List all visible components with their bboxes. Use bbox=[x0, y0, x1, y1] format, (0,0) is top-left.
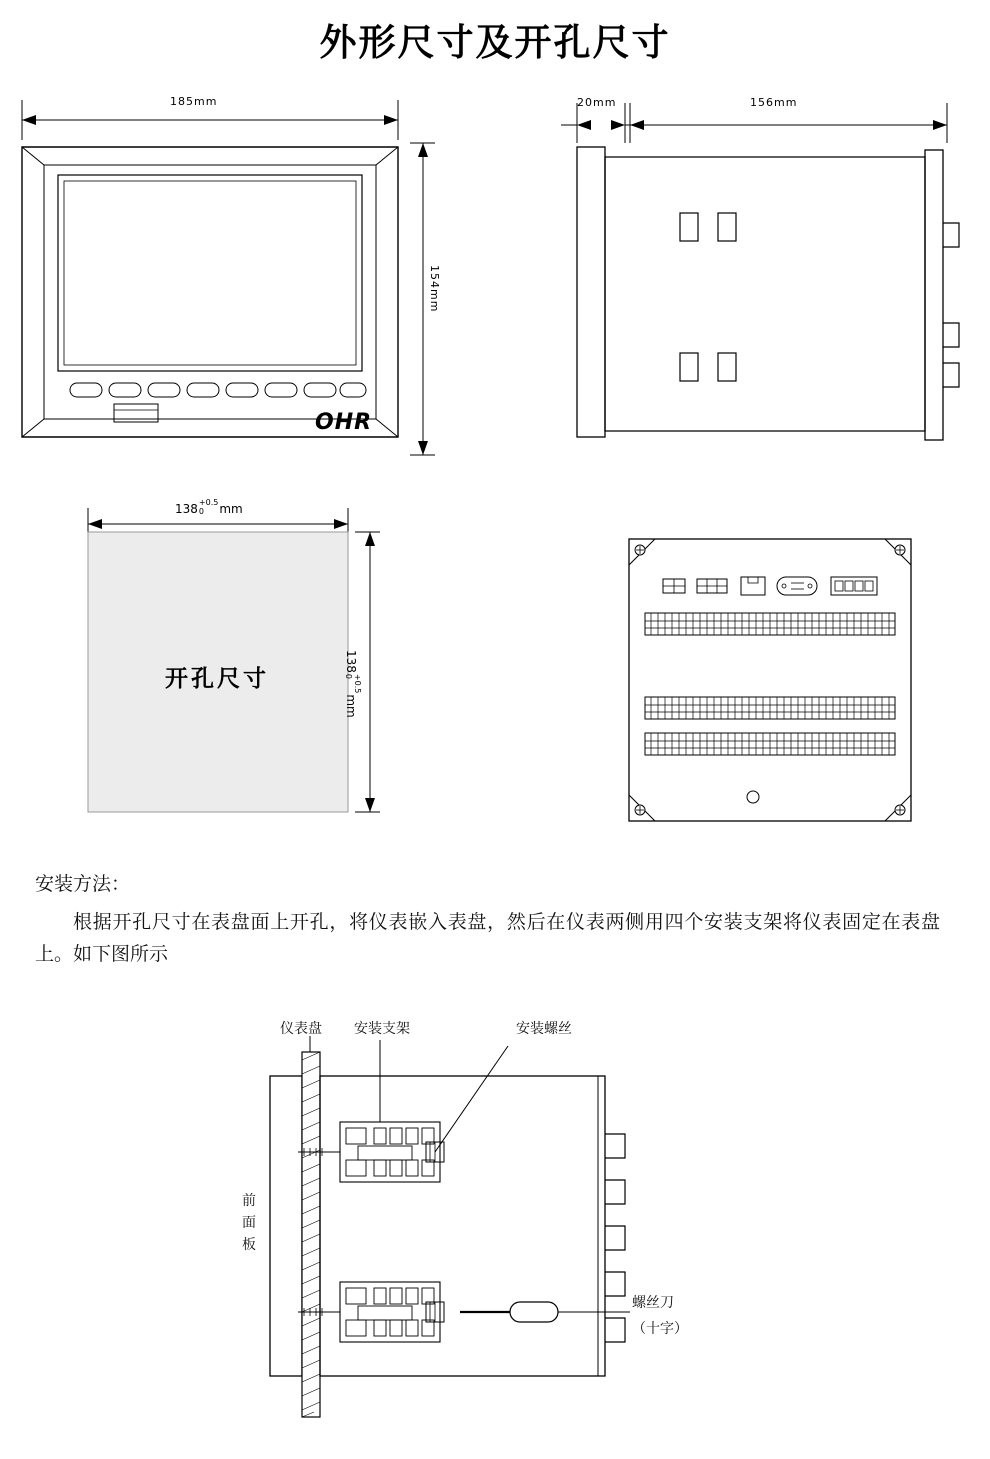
side-view-depth-dimension: 156mm bbox=[750, 96, 798, 109]
front-view-width-dimension: 185mm bbox=[170, 95, 218, 108]
page-title: 外形尺寸及开孔尺寸 bbox=[319, 21, 671, 64]
screwdriver-label-line2: （十字） bbox=[632, 1321, 688, 1337]
cutout-width-dimension bbox=[175, 498, 243, 516]
cutout-height-tol-lower: 0 bbox=[344, 673, 353, 679]
cutout-height-tol-upper: +0.5 bbox=[353, 673, 362, 694]
cutout-height-value: 138 bbox=[343, 650, 358, 673]
install-method-heading: 安装方法： bbox=[35, 873, 131, 895]
cutout-view-figure bbox=[70, 500, 400, 835]
cutout-width-unit: mm bbox=[219, 502, 243, 517]
screwdriver-label-line1: 螺丝刀 bbox=[632, 1295, 674, 1311]
brand-logo: OHR bbox=[315, 410, 373, 435]
bracket-label: 安装支架 bbox=[354, 1021, 410, 1037]
cutout-height-unit: mm bbox=[343, 694, 358, 718]
front-view-figure bbox=[10, 95, 460, 470]
mounting-diagram-figure bbox=[230, 1021, 790, 1440]
cutout-width-tol-upper: +0.5 bbox=[198, 498, 219, 507]
cutout-height-dimension bbox=[344, 650, 362, 770]
install-method-paragraph: 根据开孔尺寸在表盘面上开孔，将仪表嵌入表盘，然后在仪表两侧用四个安装支架将仪表固定在表盘上。如下图所示 bbox=[35, 911, 940, 965]
cutout-width-tol-lower: 0 bbox=[198, 507, 204, 516]
front-panel-label: 前面板 bbox=[242, 1193, 256, 1253]
screw-label: 安装螺丝 bbox=[516, 1021, 572, 1037]
cutout-width-value: 138 bbox=[175, 502, 198, 517]
cutout-caption: 开孔尺寸 bbox=[165, 666, 269, 692]
side-view-bezel-dimension: 20mm bbox=[577, 96, 617, 109]
front-view-height-dimension: 154mm bbox=[428, 265, 441, 313]
side-view-figure bbox=[555, 95, 975, 470]
panel-label: 仪表盘 bbox=[280, 1021, 322, 1037]
rear-view-figure bbox=[625, 535, 915, 825]
